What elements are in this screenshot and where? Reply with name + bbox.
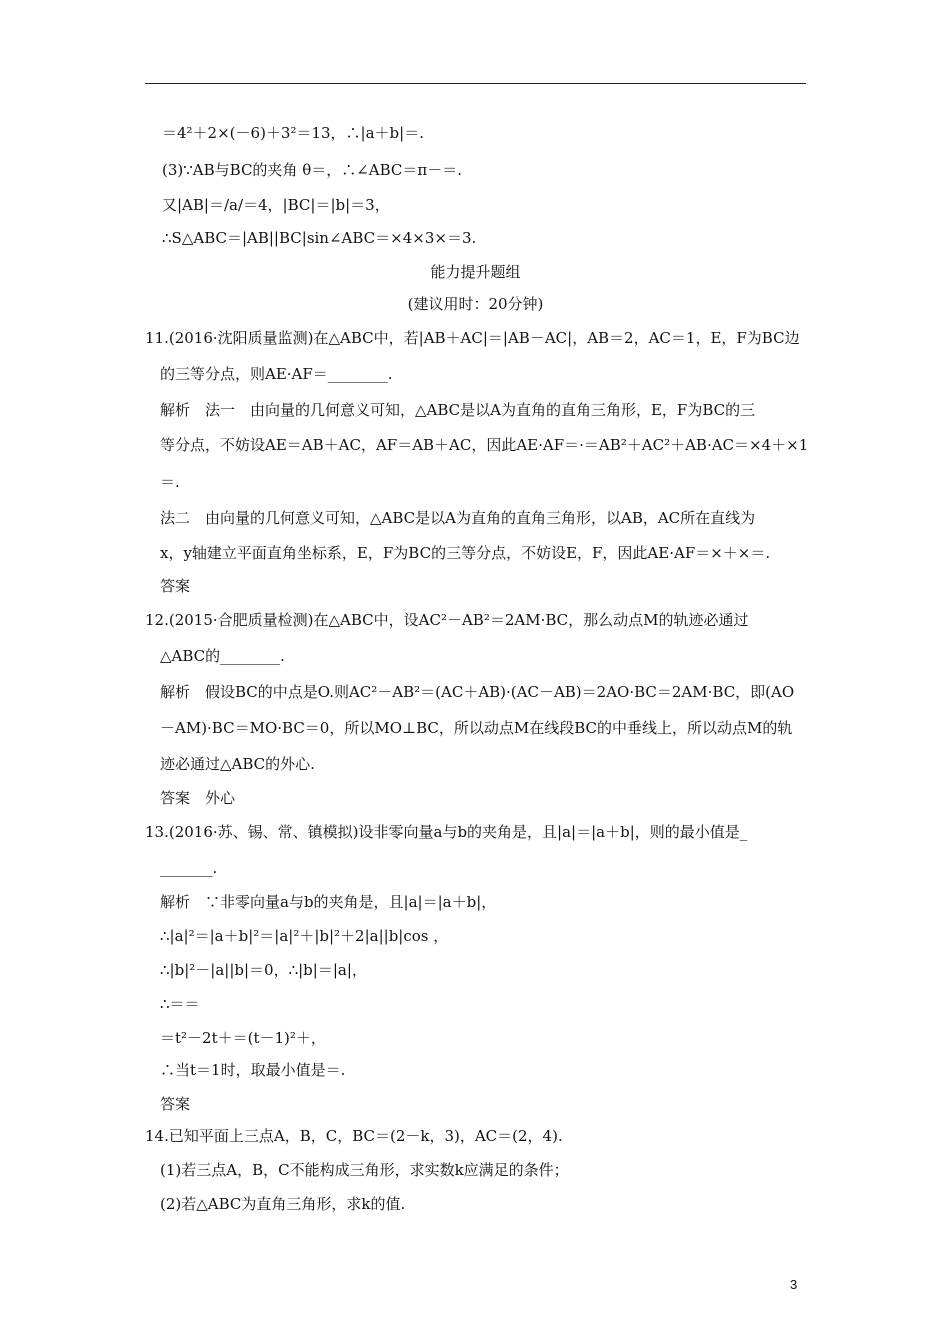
- question-13-line: 13.(2016·苏、锡、常、镇模拟)设非零向量a与b的夹角是，且|a|＝|a＋b|，则的最小值是_: [145, 823, 748, 841]
- solution-line: 解析 法一 由向量的几何意义可知，△ABC是以A为直角的直角三角形，E，F为BC的三: [160, 401, 756, 419]
- question-12-line: 12.(2015·合肥质量检测)在△ABC中，设AC²－AB²＝2AM·BC，那么动点M的轨迹必通过: [145, 611, 749, 629]
- section-subtitle: (建议用时：20分钟): [407, 295, 544, 313]
- text-line: (3)∵AB与BC的夹角 θ＝，∴∠ABC＝π－＝.: [162, 161, 463, 179]
- text-line: ∴S△ABC＝|AB||BC|sin∠ABC＝×4×3×＝3.: [162, 229, 477, 247]
- header-rule: [145, 83, 806, 84]
- answer-label: 答案 外心: [160, 789, 236, 807]
- page-number: 3: [790, 1277, 798, 1292]
- solution-line: x，y轴建立平面直角坐标系，E，F为BC的三等分点，不妨设E，F，因此AE·AF＝×＋×＝.: [160, 544, 771, 562]
- text-line: ＝4²＋2×(－6)＋3²＝13，∴|a＋b|＝.: [162, 124, 424, 142]
- solution-line: ＝t²－2t＋＝(t－1)²＋，: [160, 1029, 326, 1047]
- answer-label: 答案: [160, 1095, 191, 1113]
- question-12-line: △ABC的________.: [160, 647, 285, 665]
- solution-line: ＝.: [160, 473, 180, 491]
- solution-line: 等分点，不妨设AE＝AB＋AC，AF＝AB＋AC，因此AE·AF＝·＝AB²＋AC²＋AB·AC＝×4＋×1: [160, 436, 809, 454]
- question-11-line: 11.(2016·沈阳质量监测)在△ABC中，若|AB＋AC|＝|AB－AC|，AB＝2，AC＝1，E，F为BC边: [145, 329, 800, 347]
- solution-line: 解析 假设BC的中点是O.则AC²－AB²＝(AC＋AB)·(AC－AB)＝2AO·BC＝2AM·BC，即(AO: [160, 683, 795, 701]
- solution-line: 迹必通过△ABC的外心.: [160, 755, 315, 773]
- section-title: 能力提升题组: [430, 263, 521, 281]
- question-14-part: (1)若三点A，B，C不能构成三角形，求实数k应满足的条件；: [160, 1161, 569, 1179]
- solution-line: 解析 ∵非零向量a与b的夹角是，且|a|＝|a＋b|，: [160, 893, 497, 911]
- question-13-line: _______.: [160, 859, 218, 877]
- question-14-line: 14.已知平面上三点A，B，C，BC＝(2－k，3)，AC＝(2，4).: [145, 1127, 563, 1145]
- question-14-part: (2)若△ABC为直角三角形，求k的值.: [160, 1195, 406, 1213]
- text-line: 又|AB|＝/a/＝4，|BC|＝|b|＝3，: [162, 196, 390, 214]
- question-11-line: 的三等分点，则AE·AF＝________.: [160, 365, 393, 383]
- solution-line: ∴当t＝1时，取最小值是＝.: [160, 1061, 346, 1079]
- solution-line: ∴＝＝: [160, 995, 200, 1013]
- solution-line: ∴|a|²＝|a＋b|²＝|a|²＋|b|²＋2|a||b|cos ，: [160, 927, 449, 945]
- solution-line: －AM)·BC＝MO·BC＝0，所以MO⊥BC，所以动点M在线段BC的中垂线上，所以动点M的轨: [160, 719, 793, 737]
- solution-line: ∴|b|²－|a||b|＝0，∴|b|＝|a|，: [160, 961, 367, 979]
- solution-line: 法二 由向量的几何意义可知，△ABC是以A为直角的直角三角形，以AB，AC所在直线为: [160, 509, 756, 527]
- answer-label: 答案: [160, 577, 191, 595]
